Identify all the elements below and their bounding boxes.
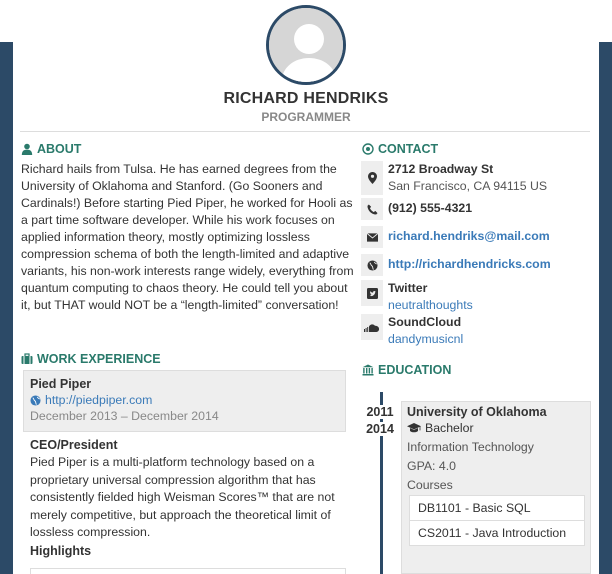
education-year-end: 2011 [364,405,396,419]
education-timeline-line [380,392,383,574]
profile-avatar [266,5,346,85]
graduation-cap-icon [407,423,421,433]
education-study-type-text: Bachelor [425,421,474,435]
work-dates: December 2013 – December 2014 [30,409,219,423]
work-position: CEO/President [30,438,118,452]
highlights-list [30,568,346,574]
contact-twitter [361,280,473,314]
resume-label: PROGRAMMER [261,110,351,124]
resume-name: RICHARD HENDRIKS [223,90,389,107]
education-gpa: GPA: 4.0 [407,459,456,473]
phone-icon [361,198,383,220]
course-item: CS2011 - Java Introduction [409,521,585,546]
soundcloud-label: SoundCloud [388,315,462,329]
education-institution: University of Oklahoma [407,405,547,419]
education-title: EDUCATION [378,363,452,377]
work-company: Pied Piper [30,377,92,391]
user-icon [21,143,33,155]
about-title: ABOUT [37,142,82,156]
target-icon [362,143,374,155]
contact-street: 2712 Broadway St [388,162,494,176]
contact-email [361,226,550,248]
globe-icon [30,395,41,406]
contact-website [361,254,551,276]
soundcloud-icon [361,314,383,340]
education-heading [362,363,451,377]
header-divider [20,131,590,132]
soundcloud-username[interactable]: dandymusicnl [388,332,464,346]
education-study-type [407,421,585,435]
globe-icon [361,254,383,276]
envelope-icon [361,226,383,248]
work-entry-header [23,370,346,432]
education-entry [401,401,591,574]
contact-address [361,161,547,195]
course-list [407,495,585,546]
education-year-start: 2014 [364,422,396,436]
work-url-text[interactable]: http://piedpiper.com [45,393,153,407]
contact-title: CONTACT [378,142,439,156]
contact-heading [362,142,438,156]
contact-email-link[interactable]: richard.hendriks@mail.com [388,229,550,243]
course-item: DB1101 - Basic SQL [409,495,585,521]
contact-city: San Francisco, CA 94115 US [388,179,548,193]
contact-soundcloud [361,314,463,348]
education-courses-label: Courses [407,478,453,492]
about-summary: Richard hails from Tulsa. He has earned degrees from the University of Oklahoma and Stanford. (Go Sooners and Cardinals!) Before starting Pied Piper, he worked for Hooli as a part time software developer. While his work focuses on applied information theory, mostly optimizing lossless compression schema of both the length-limited and adaptive variants, his non-work interests range widely, everything from quantum computing to chaos theory. He could tell you about it, but THAT would NOT be a “length-limited” conversation! [21,162,354,312]
university-icon [362,364,374,376]
work-entry-body [30,438,350,558]
work-heading [21,352,161,366]
twitter-icon [361,280,383,306]
contact-phone [361,198,472,220]
education-area: Information Technology [407,440,534,454]
work-title: WORK EXPERIENCE [37,352,161,366]
contact-phone-number: (912) 555-4321 [388,201,473,215]
about-heading [21,142,81,156]
twitter-username[interactable]: neutralthoughts [388,298,473,312]
work-summary: Pied Piper is a multi-platform technology based on a proprietary universal compression algorithm that has consistently fielded high Weisman Scores™ that are not merely competitive, but approach the theoretical limit of lossless compression. [30,455,335,539]
work-website-link[interactable] [30,393,339,407]
contact-website-link[interactable]: http://richardhendricks.com [388,257,551,271]
work-highlights-label: Highlights [30,543,92,558]
briefcase-icon [21,353,33,365]
map-marker-icon [361,161,383,195]
twitter-label: Twitter [388,281,428,295]
